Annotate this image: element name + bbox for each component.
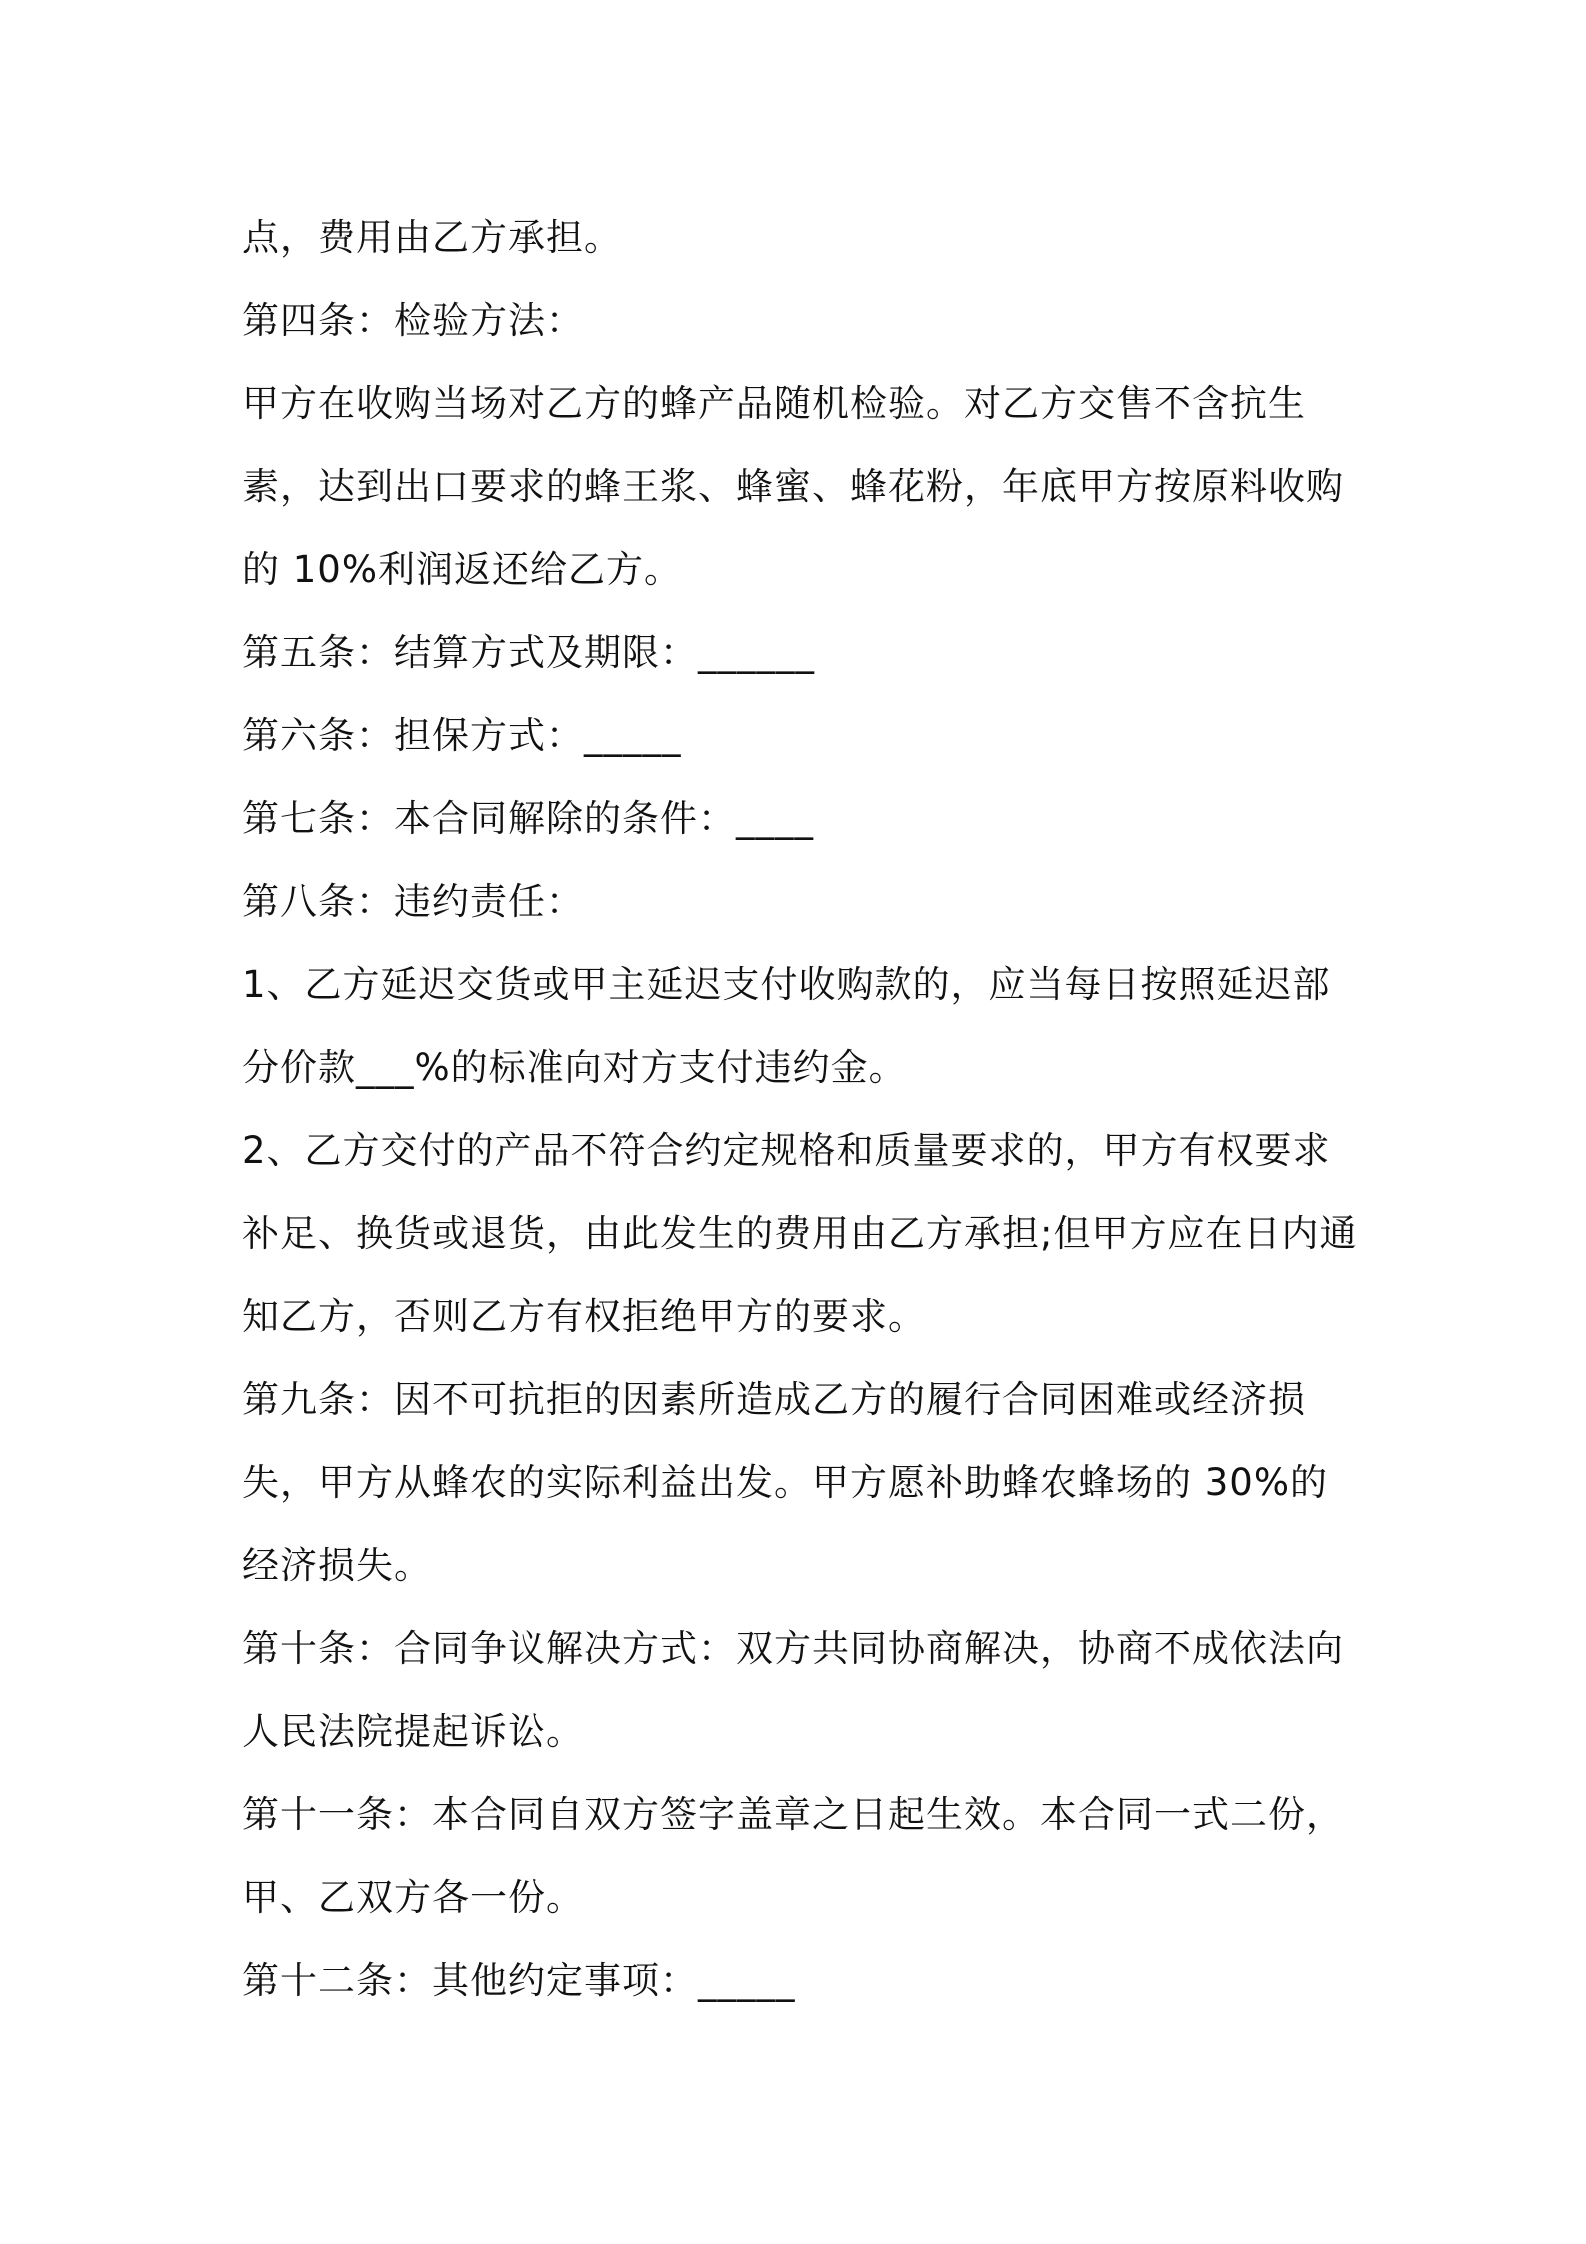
paragraph-cost-note: 点，费用由乙方承担。	[242, 216, 622, 259]
article-10: 第十条：合同争议解决方式：双方共同协商解决，协商不成依法向人民法院提起诉讼。	[242, 1627, 1344, 1753]
article-9: 第九条：因不可抗拒的因素所造成乙方的履行合同困难或经济损失，甲方从蜂农的实际利益出发。甲方愿补助蜂农蜂场的 30%的经济损失。	[242, 1378, 1328, 1587]
article-12: 第十二条：其他约定事项：_____	[242, 1959, 796, 2002]
article-4-heading: 第四条：检验方法：	[242, 299, 584, 342]
article-7: 第七条：本合同解除的条件：____	[242, 797, 814, 840]
article-11: 第十一条：本合同自双方签字盖章之日起生效。本合同一式二份，甲、乙双方各一份。	[242, 1793, 1344, 1919]
article-6: 第六条：担保方式：_____	[242, 714, 682, 757]
article-5: 第五条：结算方式及期限：______	[242, 631, 815, 674]
article-8-item-2: 2、乙方交付的产品不符合约定规格和质量要求的，甲方有权要求补足、换货或退货，由此发生的费用由乙方承担;但甲方应在日内通知乙方，否则乙方有权拒绝甲方的要求。	[242, 1129, 1358, 1338]
article-4-body: 甲方在收购当场对乙方的蜂产品随机检验。对乙方交售不含抗生素，达到出口要求的蜂王浆、蜂蜜、蜂花粉，年底甲方按原料收购的 10%利润返还给乙方。	[242, 382, 1344, 591]
article-8-heading: 第八条：违约责任：	[242, 880, 584, 923]
article-8-item-1: 1、乙方延迟交货或甲主延迟支付收购款的，应当每日按照延迟部分价款___%的标准向对方支付违约金。	[242, 963, 1331, 1089]
document-page	[242, 196, 1364, 2022]
